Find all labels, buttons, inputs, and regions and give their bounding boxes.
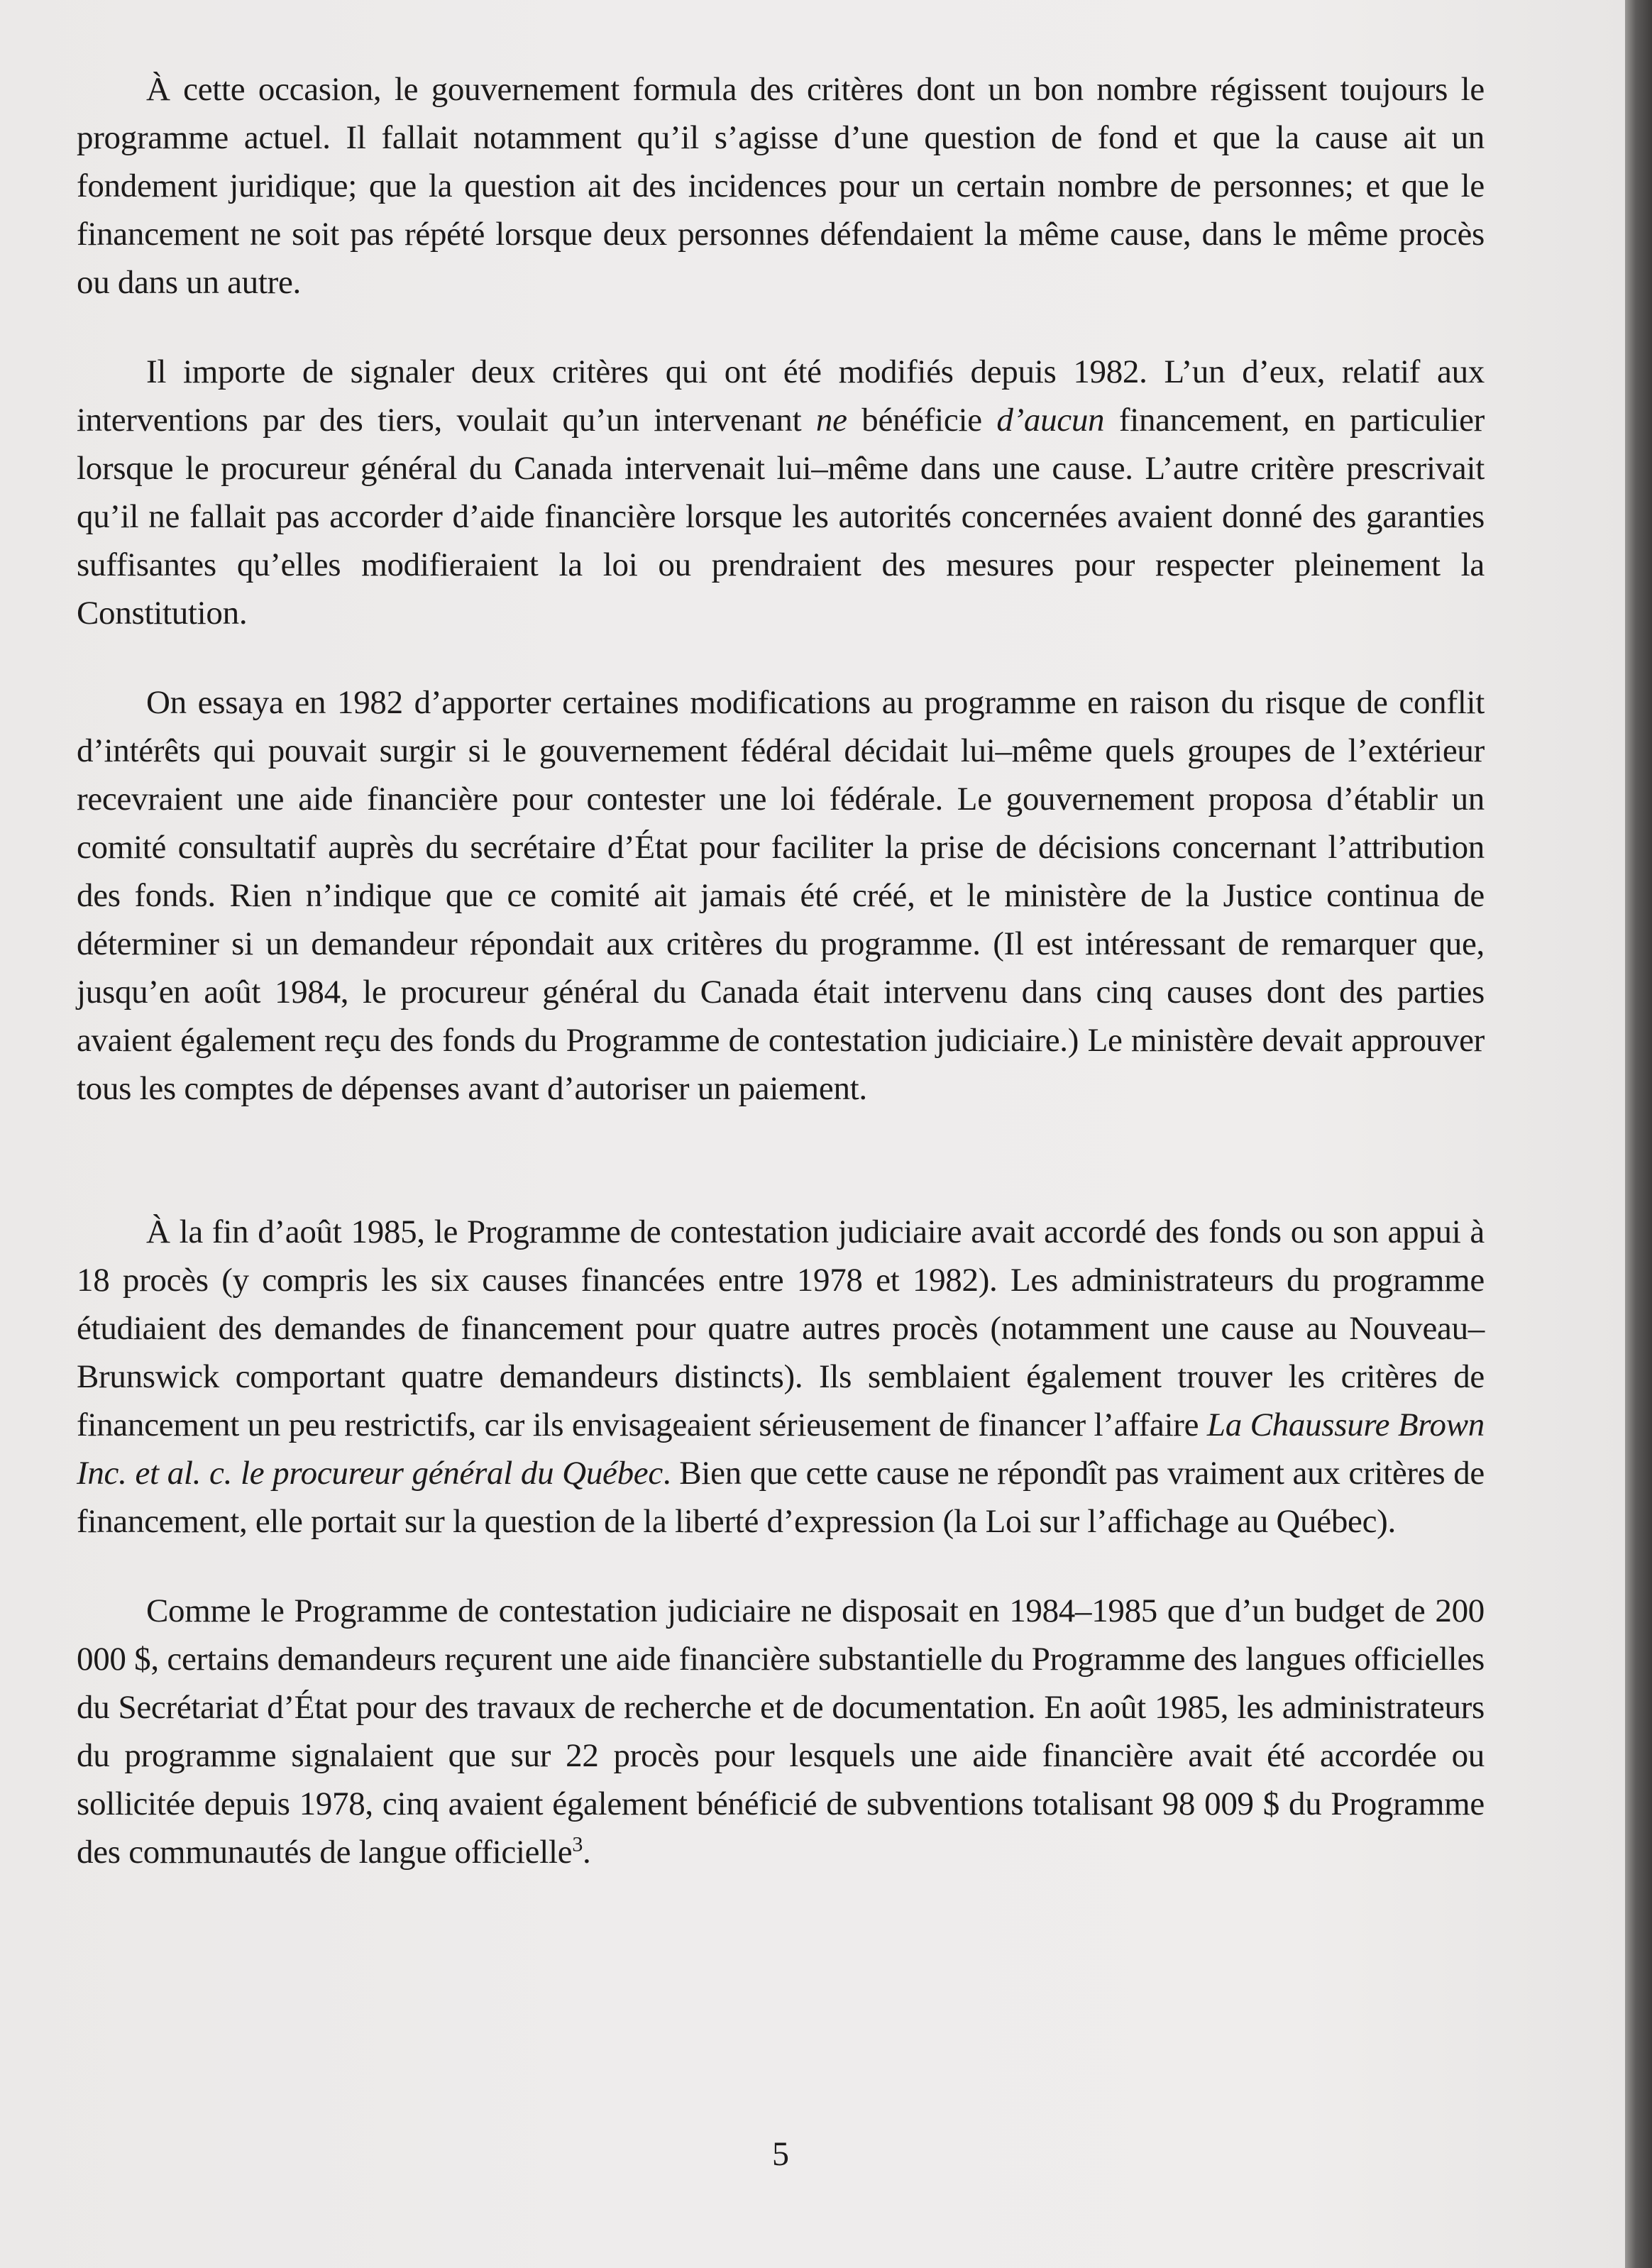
paragraph-budget xyxy=(77,1587,1485,1876)
italic-text: d’aucun xyxy=(996,402,1105,439)
paragraph-criteria-1982 xyxy=(77,65,1485,307)
text-segment: Comme le Programme de contestation judiciaire ne disposait en 1984–1985 que d’un budget de 200 000 $, certains demandeurs reçurent une aide financière substantielle du Programme des langues officielles du Secrétariat d’État pour des travaux de recherche et de documentation. En août 1985, les administrateurs du programme signalaient que sur 22 procès pour lesquels une aide financière avait été accordée ou sollicitée depuis 1978, cinq avaient également bénéficié de subventions totalisant 98 009 $ du Programme des communautés de langue officielle xyxy=(77,1592,1485,1871)
paragraph-conflict-of-interest xyxy=(77,678,1485,1113)
paragraph-modified-criteria xyxy=(77,348,1485,637)
case-name-italic: La Chaussure Brown Inc. et al. c. le procureur général du Québec xyxy=(77,1407,1485,1492)
text-segment: financement, en particulier lorsque le procureur général du Canada intervenait lui–même dans une cause. L’autre critère prescrivait qu’il ne fallait pas accorder d’aide financière lorsque les autorités concernées avaient donné des garanties suffisantes qu’elles modifieraient la loi ou prendraient des mesures pour respecter pleinement la Constitution. xyxy=(77,402,1485,632)
footnote-reference: 3 xyxy=(572,1832,583,1856)
text-segment: On essaya en 1982 d’apporter certaines modifications au programme en raison du risque de conflit d’intérêts qui pouvait surgir si le gouvernement fédéral décidait lui–même quels groupes de l’extérieur recevraient une aide financière pour contester une loi fédérale. Le gouvernement proposa d’établir un comité consultatif auprès du secrétaire d’État pour faciliter la prise de décisions concernant l’attribution des fonds. Rien n’indique que ce comité ait jamais été créé, et le ministère de la Justice continua de déterminer si un demandeur répondait aux critères du programme. (Il est intéressant de remarquer que, jusqu’en août 1984, le procureur général du Canada était intervenu dans cinq causes dont des parties avaient également reçu des fonds du Programme de contestation judiciaire.) Le ministère devait approuver tous les comptes de dépenses avant d’autoriser un paiement. xyxy=(77,684,1485,1107)
binding-edge xyxy=(1625,0,1652,2268)
text-segment: bénéficie xyxy=(847,402,997,439)
text-segment: . Bien que cette cause ne répondît pas vraiment aux critères de financement, elle portait sur la question de la liberté d’expression (la Loi sur l’affichage au Québec). xyxy=(77,1455,1485,1540)
text-segment: À cette occasion, le gouvernement formula des critères dont un bon nombre régissent toujours le programme actuel. Il fallait notamment qu’il s’agisse d’une question de fond et que la cause ait un fondement juridique; que la question ait des incidences pour un certain nombre de personnes; et que le financement ne soit pas répété lorsque deux personnes défendaient la même cause, dans le même procès ou dans un autre. xyxy=(77,71,1485,301)
body-text xyxy=(77,65,1485,1876)
page-number: 5 xyxy=(772,2135,789,2173)
text-segment: À la fin d’août 1985, le Programme de contestation judiciaire avait accordé des fonds ou son appui à 18 procès (y compris les six causes financées entre 1978 et 1982). Les administrateurs du programme étudiaient des demandes de financement pour quatre autres procès (notamment une cause au Nouveau–Brunswick comportant quatre demandeurs distincts). Ils semblaient également trouver les critères de financement un peu restrictifs, car ils envisageaient sérieusement de financer l’affaire xyxy=(77,1213,1485,1443)
text-segment: Il importe de signaler deux critères qui ont été modifiés depuis 1982. L’un d’eux, relatif aux interventions par des tiers, voulait qu’un intervenant xyxy=(77,353,1485,439)
italic-text: ne xyxy=(815,402,847,439)
text-segment: . xyxy=(583,1834,591,1871)
paragraph-funding-1985 xyxy=(77,1208,1485,1546)
